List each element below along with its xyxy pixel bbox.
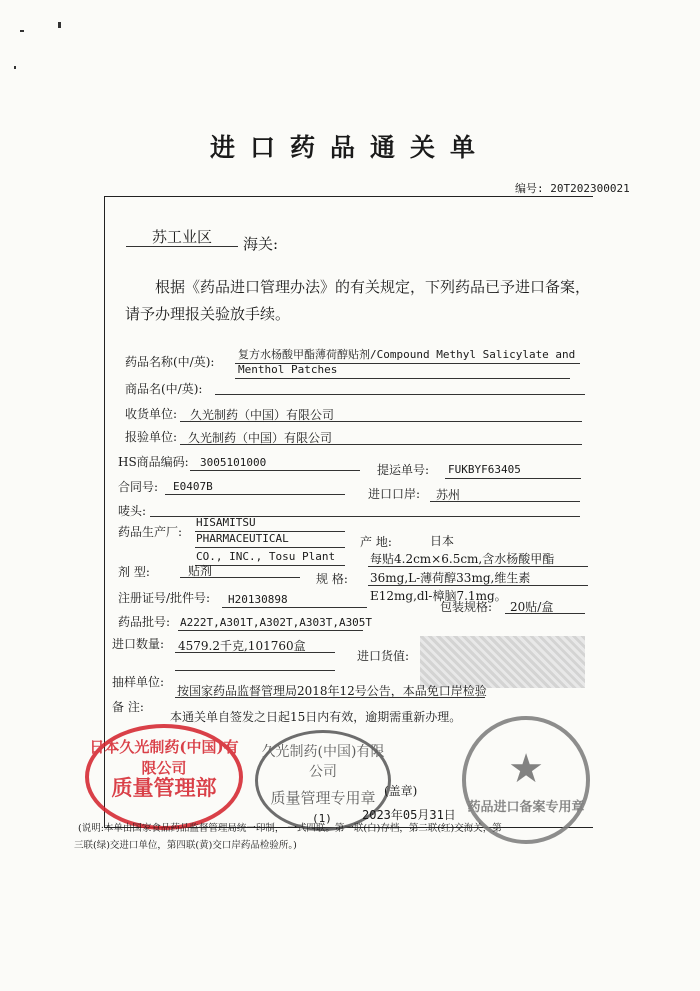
redacted-value [420, 636, 585, 688]
drug-name-line2: Menthol Patches [238, 363, 338, 376]
manufacturer-line3: CO., INC., Tosu Plant [196, 550, 336, 563]
spec-label: 规 格: [316, 572, 348, 586]
trade-name-label: 商品名(中/英): [125, 382, 203, 396]
manufacturer-line2: PHARMACEUTICAL [196, 532, 289, 545]
goods-value-label: 进口货值: [357, 649, 410, 663]
port-label: 进口口岸: [368, 487, 421, 501]
bl-value: FUKBYF63405 [448, 463, 521, 476]
bl-line [445, 478, 581, 479]
bl-label: 提运单号: [377, 463, 430, 477]
document-title: 进口药品通关单 [209, 133, 490, 162]
serial-number [515, 180, 630, 196]
copy-number: (1) [312, 812, 332, 825]
reg-value: H20130898 [228, 593, 288, 606]
remark-value: 本通关单自签发之日起15日内有效，逾期需重新办理。 [170, 710, 462, 724]
qty-label: 进口数量: [112, 637, 165, 651]
sampling-line [175, 697, 485, 698]
consignee-label: 收货单位: [125, 407, 178, 421]
origin-label: 产 地: [360, 535, 392, 549]
scan-speck [14, 66, 16, 69]
spec-line-2 [368, 585, 588, 586]
marks-label: 唛头: [118, 504, 147, 518]
consignee-value: 久光制药（中国）有限公司 [190, 408, 335, 422]
manufacturer-label: 药品生产厂: [118, 525, 183, 539]
quality-stamp-ring: 久光制药(中国)有限公司 [261, 744, 385, 780]
footnote-line1: (说明:本单由国家食品药品监督管理局统一印制， 一式四联。第一联(白)存档，第二联(红)交海关，第 [78, 823, 502, 834]
sampling-value: 按国家药品监督管理局2018年12号公告，本品免口岸检验 [177, 684, 487, 698]
serial-label: 编号: [515, 182, 544, 195]
form-label: 剂 型: [118, 565, 150, 579]
qty-value: 4579.2千克,101760盒 [178, 639, 306, 653]
contract-label: 合同号: [118, 480, 159, 494]
remark-label: 备 注: [112, 700, 144, 714]
spec-line2: 36mg,L-薄荷醇33mg,维生素 [370, 571, 531, 585]
spec-line1: 每贴4.2cm×6.5cm,含水杨酸甲酯 [370, 552, 555, 566]
origin-value: 日本 [430, 534, 455, 548]
hs-code-value: 3005101000 [200, 456, 267, 469]
customs-line [126, 246, 238, 247]
scan-speck [58, 22, 61, 28]
port-line [430, 501, 580, 502]
trade-name-line [215, 394, 585, 395]
form-line [180, 577, 300, 578]
intro-text: 根据《药品进口管理办法》的有关规定，下列药品已予进口备案，请予办理报关验放手续。 [125, 278, 591, 323]
batch-label: 药品批号: [118, 615, 171, 629]
star-icon: ★ [508, 746, 544, 792]
qty-line [175, 652, 335, 653]
pack-value: 20贴/盒 [510, 600, 554, 614]
pack-label: 包装规格: [440, 600, 493, 614]
inspector-label: 报验单位: [125, 430, 178, 444]
contract-value: E0407B [173, 480, 213, 493]
hs-code-line [190, 470, 360, 471]
mfr-line-3 [195, 565, 345, 566]
sampling-label: 抽样单位: [112, 675, 165, 689]
qty-line-2 [175, 670, 335, 671]
drug-name-line1: 复方水杨酸甲酯薄荷醇贴剂/Compound Methyl Salicylate and [238, 348, 576, 361]
port-value: 苏州 [436, 488, 461, 502]
contract-line [165, 494, 345, 495]
mfr-line-2 [195, 547, 345, 548]
reg-label: 注册证号/批件号: [118, 591, 211, 605]
batch-value: A222T,A301T,A302T,A303T,A305T [180, 616, 373, 629]
inspector-line [180, 444, 582, 445]
quality-stamp-main: 质量管理专用章 [270, 789, 376, 807]
seal-note: (盖章) [384, 784, 418, 798]
batch-line [178, 630, 363, 631]
pack-line [505, 613, 585, 614]
serial-value: 20T202300021 [550, 182, 630, 195]
drug-name-label: 药品名称(中/英): [125, 355, 215, 369]
red-company-stamp [85, 724, 243, 830]
red-stamp-main-text: 质量管理部 [111, 775, 217, 800]
customs-value: 苏工业区 [152, 228, 213, 246]
issue-date: 2023年05月31日 [362, 808, 456, 822]
manufacturer-line1: HISAMITSU [196, 516, 256, 529]
drug-name-line-2 [235, 378, 570, 379]
spec-line3: E12mg,dl-樟脑7.1mg。 [370, 589, 507, 603]
form-value: 贴剂 [188, 564, 213, 578]
scan-speck [20, 30, 24, 32]
customs-suffix: 海关: [243, 235, 279, 253]
consignee-line [180, 421, 582, 422]
inspector-value: 久光制药（中国）有限公司 [188, 431, 333, 445]
hs-code-label: HS商品编码: [118, 455, 189, 469]
official-seal-text: 药品进口备案专用章 [467, 800, 585, 815]
reg-line [222, 607, 367, 608]
red-stamp-ring-text: 日本久光制药(中国)有限公司 [89, 738, 239, 777]
footnote-line2: 三联(绿)交进口单位，第四联(黄)交口岸药品检验所。) [74, 840, 297, 851]
spec-line-1 [368, 566, 588, 567]
